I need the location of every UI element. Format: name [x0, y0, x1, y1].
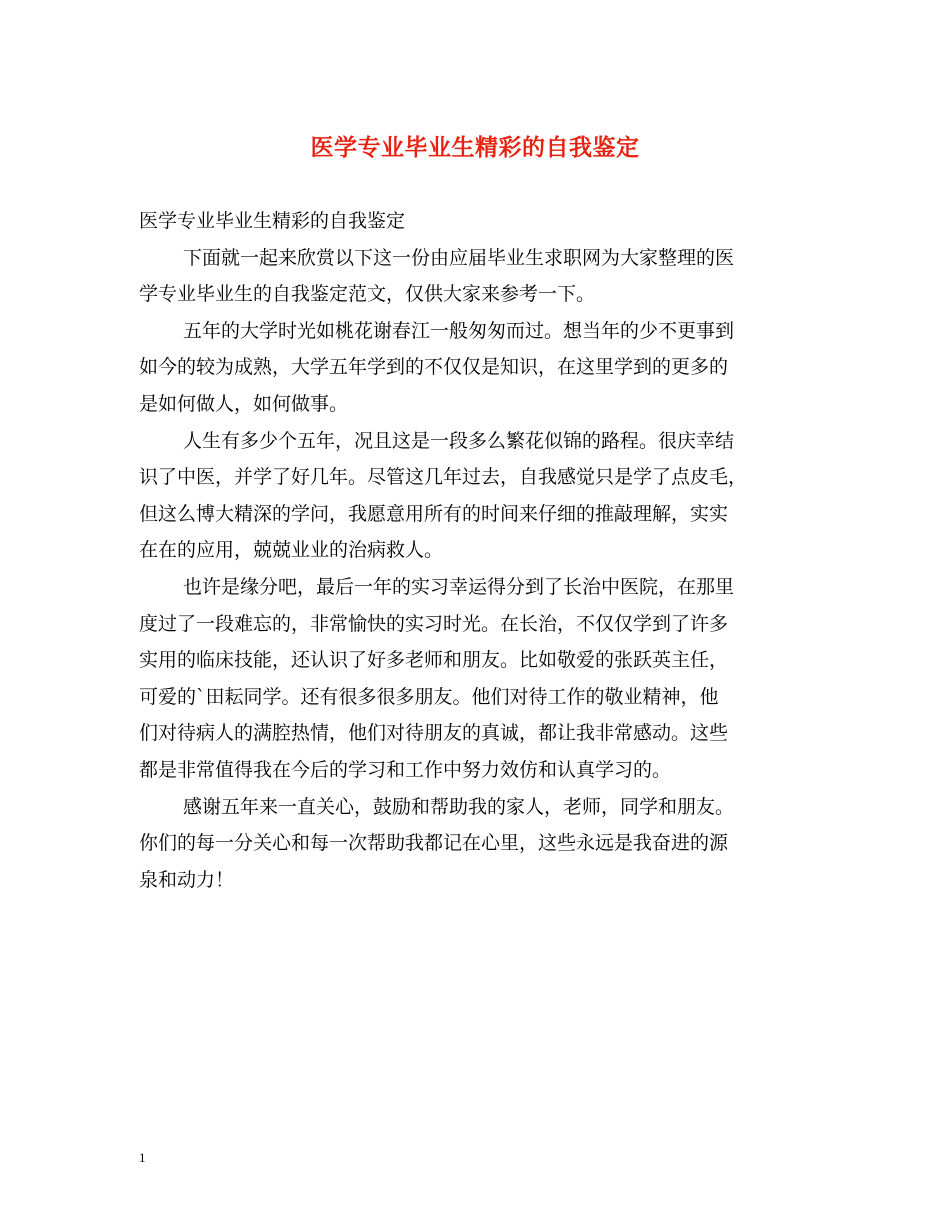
paragraph-line: 可爱的`田耘同学。还有很多很多朋友。他们对待工作的敬业精神，他 [139, 685, 719, 708]
paragraph-line: 感谢五年来一直关心，鼓励和帮助我的家人，老师，同学和朋友。 [183, 795, 735, 818]
paragraph-line: 识了中医，并学了好几年。尽管这几年过去，自我感觉只是学了点皮毛， [139, 466, 748, 489]
paragraph-line: 学专业毕业生的自我鉴定范文，仅供大家来参考一下。 [139, 283, 596, 306]
paragraph-line: 你们的每一分关心和每一次帮助我都记在心里，这些永远是我奋进的源 [139, 832, 729, 855]
page-number: 1 [139, 1150, 146, 1165]
document-title: 医学专业毕业生精彩的自我鉴定 [310, 134, 640, 161]
paragraph-line: 但这么博大精深的学问，我愿意用所有的时间来仔细的推敲理解，实实 [139, 502, 729, 525]
paragraph-line: 也许是缘分吧，最后一年的实习幸运得分到了长治中医院，在那里 [183, 575, 735, 598]
paragraph-line: 人生有多少个五年，况且这是一段多么繁花似锦的路程。很庆幸结 [183, 429, 735, 452]
paragraph-line: 五年的大学时光如桃花谢春江一般匆匆而过。想当年的少不更事到 [183, 319, 735, 342]
paragraph-line: 们对待病人的满腔热情，他们对待朋友的真诚，都让我非常感动。这些 [139, 722, 729, 745]
subtitle-line: 医学专业毕业生精彩的自我鉴定 [139, 210, 406, 232]
paragraph-line: 泉和动力！ [139, 868, 235, 891]
paragraph-line: 实用的临床技能，还认识了好多老师和朋友。比如敬爱的张跃英主任， [139, 649, 729, 672]
paragraph-line: 如今的较为成熟，大学五年学到的不仅仅是知识，在这里学到的更多的 [139, 356, 729, 379]
paragraph-line: 是如何做人，如何做事。 [139, 392, 349, 415]
paragraph-line: 下面就一起来欣赏以下这一份由应届毕业生求职网为大家整理的医 [183, 246, 735, 269]
paragraph-line: 在在的应用，兢兢业业的治病救人。 [139, 539, 444, 562]
paragraph-line: 都是非常值得我在今后的学习和工作中努力效仿和认真学习的。 [139, 758, 672, 781]
document-body [139, 203, 819, 898]
paragraph-line: 度过了一段难忘的，非常愉快的实习时光。在长治，不仅仅学到了许多 [139, 612, 729, 635]
